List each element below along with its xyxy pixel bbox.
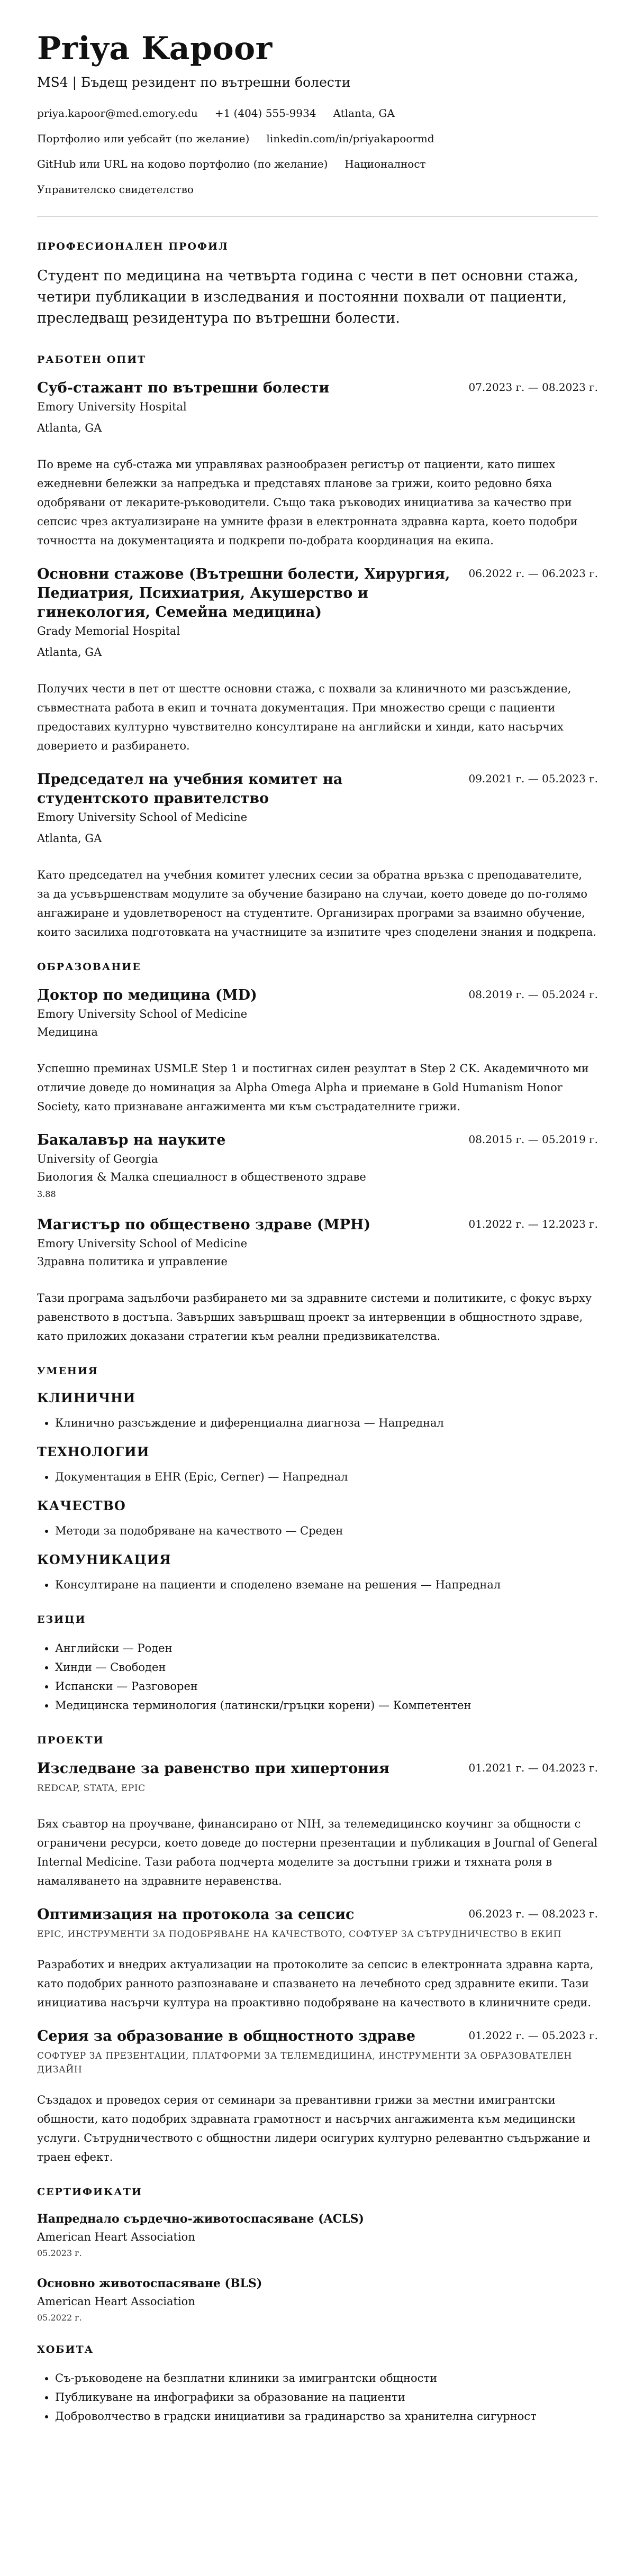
job-date: 07.2023 г. — 08.2023 г. (468, 381, 598, 394)
certifications-heading: СЕРТИФИКАТИ (37, 2186, 142, 2198)
github-link[interactable]: GitHub или URL на кодово портфолио (по желание) (37, 158, 328, 170)
projects-section (37, 1734, 598, 2167)
skill-item: • Методи за подобряване на качеството — Среден (55, 1521, 598, 1540)
job-title: Основни стажове (Вътрешни болести, Хирургия, Педиатрия, Психиатрия, Акушерство и гинекология, Семейна медицина) (37, 566, 450, 620)
skill-item: • Документация в EHR (Epic, Cerner) — Напреднал (55, 1467, 598, 1486)
portfolio-link[interactable]: Портфолио или уебсайт (по желание) (37, 132, 250, 145)
education-heading: ОБРАЗОВАНИЕ (37, 961, 141, 973)
degree-title: Доктор по медицина (MD) (37, 987, 257, 1003)
contact-row (37, 106, 598, 121)
skill-category: КЛИНИЧНИ (37, 1390, 136, 1405)
project-entry (37, 1905, 598, 2012)
license: Управителско свидетелство (37, 183, 194, 196)
project-description: Създадох и проведох серия от семинари за превантивни грижи за местни имигрантски общности, като подобрих здравната грамотност и насърчих ангажимента към медицински услуги. Сътрудничеството с общностни лидери осигурих културно релевантно съдържание и траен ефект. (37, 2094, 591, 2163)
project-date: 01.2022 г. — 05.2023 г. (468, 2029, 598, 2042)
profile-heading: ПРОФЕСИОНАЛЕН ПРОФИЛ (37, 241, 229, 252)
job-organization: Grady Memorial Hospital (37, 625, 180, 637)
skill-category: КОМУНИКАЦИЯ (37, 1552, 171, 1567)
school-name: University of Georgia (37, 1153, 158, 1165)
job-title: Суб-стажант по вътрешни болести (37, 380, 330, 396)
job-description: Получих чести в пет от шестте основни стажа, с похвали за клиничното ми разсъждение, съвместната работа в екип и точната документация. При множество срещи с пациенти предоставих културно чувствително консултиране на английски и хинди, като насърчих доверието и разбирането. (37, 682, 572, 752)
project-tech: EPIC, ИНСТРУМЕНТИ ЗА ПОДОБРЯВАНЕ НА КАЧЕСТВОТО, СОФТУЕР ЗА СЪТРУДНИЧЕСТВО В ЕКИП (37, 1929, 561, 1940)
extra-row (37, 157, 598, 171)
job-location: Atlanta, GA (37, 646, 102, 659)
project-date: 06.2023 г. — 08.2023 г. (468, 1907, 598, 1920)
links-row (37, 131, 598, 146)
project-entry (37, 1759, 598, 1890)
cert-issuer: American Heart Association (37, 2231, 195, 2243)
skill-category: ТЕХНОЛОГИИ (37, 1444, 150, 1459)
hobbies-heading: ХОБИТА (37, 2344, 94, 2355)
skill-item: • Клинично разсъждение и диференциална диагноза — Напреднал (55, 1413, 598, 1432)
skill-category: КАЧЕСТВО (37, 1498, 126, 1513)
degree-title: Магистър по обществено здраве (MPH) (37, 1217, 371, 1233)
project-title: Оптимизация на протокола за сепсис (37, 1906, 355, 1923)
phone-number[interactable]: +1 (404) 555-9934 (214, 107, 316, 120)
experience-entry (37, 565, 598, 755)
degree-date: 01.2022 г. — 12.2023 г. (468, 1218, 598, 1230)
cert-date: 05.2023 г. (37, 2248, 82, 2258)
project-date: 01.2021 г. — 04.2023 г. (468, 1761, 598, 1774)
certifications-section (37, 2186, 598, 2324)
degree-description: Тази програма задълбочи разбирането ми за здравните системи и политиките, с фокус върху равенството в достъпа. Завърших завършващ проект за интервенции в общностното здраве, като приложих доказани стратегии към реални предизвикателства. (37, 1292, 592, 1342)
job-location: Atlanta, GA (37, 422, 102, 434)
field-of-study: Медицина (37, 1026, 98, 1038)
certification-entry (37, 2211, 598, 2260)
profile-summary: Студент по медицина на четвърта година с чести в пет основни стажа, четири публикации в изследвания и постоянни похвали от пациенти, преследващ резидентура по вътрешни болести. (37, 268, 579, 326)
job-title: Председател на учебния комитет на студентското правителство (37, 771, 343, 807)
degree-title: Бакалавър на науките (37, 1132, 226, 1148)
degree-date: 08.2015 г. — 05.2019 г. (468, 1133, 598, 1146)
header-divider (37, 216, 598, 217)
project-tech: REDCAP, STATA, EPIC (37, 1783, 146, 1794)
cert-issuer: American Heart Association (37, 2295, 195, 2308)
gpa-value: 3.88 (37, 1189, 56, 1199)
job-organization: Emory University School of Medicine (37, 811, 248, 824)
language-item: • Испански — Разговорен (55, 1677, 598, 1696)
school-name: Emory University School of Medicine (37, 1237, 248, 1250)
job-description: По време на суб-стажа ми управлявах разнообразен регистър от пациенти, като пишех ежедневни бележки за напредъка и представях планове за грижи, които редовно бяха одобрявани от лекарите-ръководители. Също така ръководих инициатива за качество при сепсис чрез актуализиране на умните фрази в електронната здравна карта, което подобри точността на документацията и подкрепи по-добрата координация на екипа. (37, 458, 578, 547)
job-date: 06.2022 г. — 06.2023 г. (468, 567, 598, 580)
job-date: 09.2021 г. — 05.2023 г. (468, 772, 598, 785)
project-description: Бях съавтор на проучване, финансирано от NIH, за телемедицинско коучинг за общности с ограничени ресурси, което доведе до постерни презентации и публикация в Journal of General Internal Medicine. Тази работа подчерта моделите за достъпни грижи и тяхната роля в намаляването на здравните неравенства. (37, 1817, 598, 1887)
hobbies-section (37, 2343, 598, 2426)
job-location: Atlanta, GA (37, 832, 102, 845)
school-name: Emory University School of Medicine (37, 1008, 248, 1020)
education-entry (37, 1216, 598, 1346)
job-description: Като председател на учебния комитет улесних сесии за обратна връзка с преподавателите, за да усъвършенствам модулите за обучение базирано на случаи, което доведе до по-голямо ангажиране и удовлетвореност на студентите. Организирах програми за взаимно обучение, които засилиха подготовката на участниците за изпитите чрез споделени знания и подкрепа. (37, 869, 596, 938)
field-of-study: Биология & Малка специалност в общественото здраве (37, 1171, 366, 1183)
project-title: Изследване за равенство при хипертония (37, 1760, 390, 1777)
headline: MS4 | Бъдещ резидент по вътрешни болести (37, 75, 351, 90)
education-section (37, 961, 598, 1346)
candidate-name: Priya Kapoor (37, 30, 273, 67)
skills-section (37, 1365, 598, 1594)
language-item: • Хинди — Свободен (55, 1658, 598, 1677)
language-item: • Английски — Роден (55, 1639, 598, 1658)
hobby-item: • Доброволчество в градски инициативи за градинарство за хранителна сигурност (55, 2407, 598, 2426)
degree-description: Успешно преминах USMLE Step 1 и постигнах силен резултат в Step 2 CK. Академичното ми отличие доведе до номинация за Alpha Omega Alpha и приемане в Gold Humanism Honor Society, като признаване ангажимента ми към състрадателните грижи. (37, 1062, 589, 1113)
skills-heading: УМЕНИЯ (37, 1365, 98, 1377)
languages-heading: ЕЗИЦИ (37, 1614, 86, 1625)
project-title: Серия за образование в общностното здраве (37, 2028, 416, 2044)
cert-date: 05.2022 г. (37, 2313, 82, 2323)
degree-date: 08.2019 г. — 05.2024 г. (468, 988, 598, 1001)
education-entry (37, 986, 598, 1116)
education-entry (37, 1131, 598, 1201)
job-organization: Emory University Hospital (37, 400, 187, 413)
hobby-item: • Съ-ръководене на безплатни клиники за имигрантски общности (55, 2369, 598, 2388)
hobby-item: • Публикуване на инфографики за образование на пациенти (55, 2388, 598, 2407)
cert-title: Основно животоспасяване (BLS) (37, 2277, 262, 2290)
nationality: Националност (344, 158, 426, 170)
languages-section (37, 1613, 598, 1715)
experience-heading: РАБОТЕН ОПИТ (37, 354, 147, 366)
experience-section (37, 353, 598, 942)
project-tech: СОФТУЕР ЗА ПРЕЗЕНТАЦИИ, ПЛАТФОРМИ ЗА ТЕЛЕМЕДИЦИНА, ИНСТРУМЕНТИ ЗА ОБРАЗОВАТЕЛЕН ДИЗАЙН (37, 2051, 572, 2075)
field-of-study: Здравна политика и управление (37, 1255, 228, 1268)
skill-item: • Консултиране на пациенти и споделено вземане на решения — Напреднал (55, 1575, 598, 1594)
language-item: • Медицинска терминология (латински/гръцки корени) — Компетентен (55, 1696, 598, 1715)
project-entry (37, 2027, 598, 2167)
email-link[interactable]: priya.kapoor@med.emory.edu (37, 107, 198, 120)
project-description: Разработих и внедрих актуализации на протоколите за сепсис в електронната здравна карта, като подобрих ранното разпознаване и спазването на лечебното сред здравните екипи. Тази инициатива насърчи култура на проактивно подобряване на качеството в клиничните среди. (37, 1958, 594, 2009)
projects-heading: ПРОЕКТИ (37, 1734, 104, 1746)
experience-entry (37, 379, 598, 550)
location: Atlanta, GA (333, 107, 395, 120)
experience-entry (37, 770, 598, 942)
cert-title: Напреднало сърдечно-животоспасяване (ACLS) (37, 2212, 364, 2226)
certification-entry (37, 2276, 598, 2324)
linkedin-link[interactable]: linkedin.com/in/priyakapoormd (266, 132, 434, 145)
